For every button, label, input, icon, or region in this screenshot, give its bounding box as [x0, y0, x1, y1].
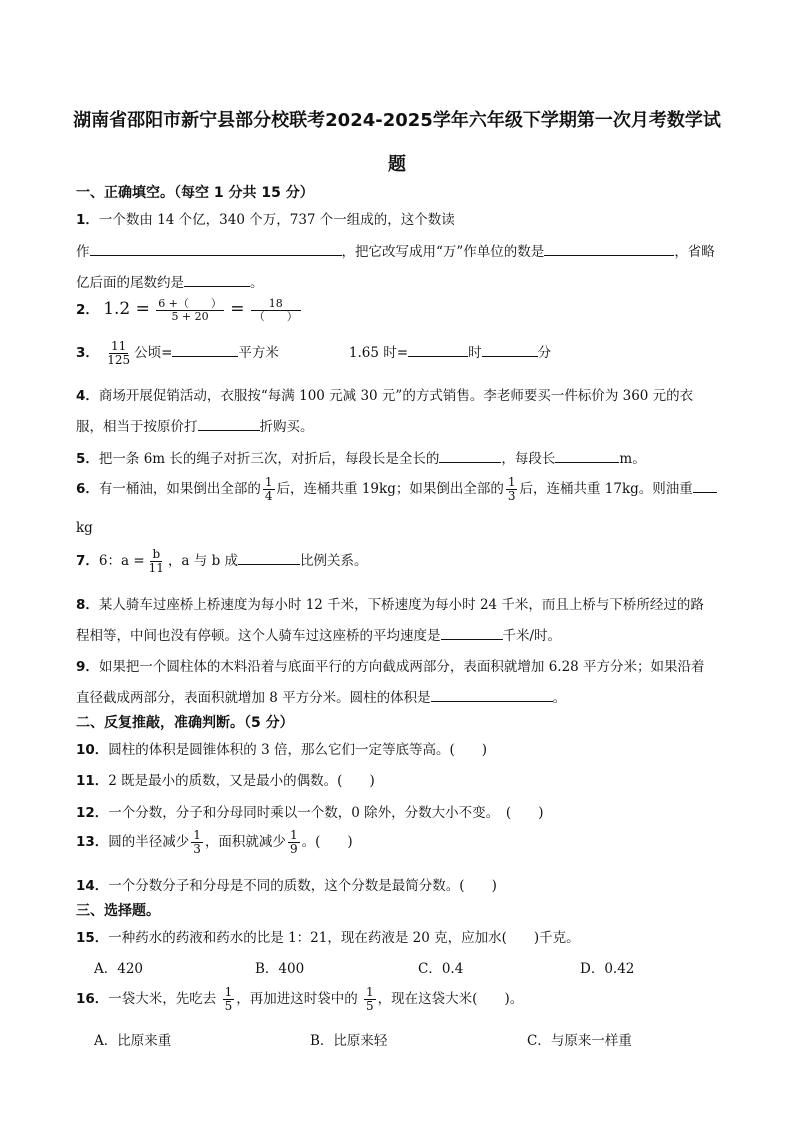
- option-d[interactable]: D．0.42: [580, 961, 635, 977]
- question-number: 15．: [76, 930, 109, 946]
- numerator: 1: [264, 475, 273, 489]
- answer-blank[interactable]: [544, 241, 674, 256]
- text-fragment: 。: [552, 690, 567, 706]
- question-1: [76, 208, 455, 228]
- text-fragment: 一袋大米，先吃去: [108, 991, 217, 1008]
- fraction: [288, 829, 300, 856]
- exam-title-continued: 题: [388, 154, 406, 175]
- denominator: 125: [107, 353, 131, 368]
- question-number: 5．: [76, 451, 99, 467]
- question-5: [76, 447, 646, 467]
- numerator: 6 +（ ）: [158, 297, 222, 310]
- exam-title: 湖南省邵阳市新宁县部分校联考2024-2025学年六年级下学期第一次月考数学试: [73, 110, 721, 131]
- text-fragment: ，现在这袋大米( )。: [377, 991, 524, 1008]
- option-b[interactable]: B．比原来轻: [310, 1033, 388, 1049]
- question-10: [76, 738, 487, 758]
- question-number: 12．: [76, 805, 109, 821]
- text-fragment: 分: [537, 345, 552, 362]
- text-fragment: ，把它改写成用“万”作单位的数是: [341, 244, 545, 260]
- text-fragment: 6：a =: [98, 553, 145, 570]
- answer-blank[interactable]: [90, 241, 342, 256]
- section-3-heading: 三、选择题。: [76, 903, 160, 919]
- question-number: 1．: [76, 212, 99, 228]
- question-text: 如果把一个圆柱体的木料沿着与底面平行的方向截成两部分，表面积就增加 6.28 平方分米；如果沿着: [98, 659, 705, 675]
- question-text: 一个分数，分子和分母同时乘以一个数，0 除外，分数大小不变。 ( ): [108, 805, 544, 821]
- question-number: 6．: [76, 481, 99, 498]
- answer-blank[interactable]: [482, 342, 538, 357]
- fraction: [105, 340, 132, 367]
- text-fragment: m。: [619, 451, 646, 467]
- answer-blank[interactable]: [184, 272, 250, 287]
- text-fragment: 千米/时。: [502, 628, 562, 644]
- question-number: 8．: [76, 597, 99, 613]
- answer-blank[interactable]: [172, 342, 238, 357]
- option-a[interactable]: A．比原来重: [94, 1033, 172, 1049]
- answer-blank[interactable]: [198, 416, 260, 431]
- fraction: [364, 986, 376, 1013]
- question-number: 13．: [76, 834, 109, 851]
- question-text: 一个数由 14 个亿，340 个万，737 个一组成的，这个数读: [98, 212, 455, 228]
- numerator: 11: [111, 339, 127, 353]
- denominator: 5: [366, 999, 374, 1014]
- text-fragment: kg: [76, 520, 93, 536]
- numerator: 1: [224, 985, 233, 999]
- question-number: 16．: [76, 991, 109, 1008]
- question-12: [76, 801, 543, 821]
- numerator: 1: [507, 475, 516, 489]
- fraction: [147, 548, 166, 575]
- text-fragment: 圆的半径减少: [108, 834, 190, 851]
- question-text: 圆柱的体积是圆锥体积的 3 倍，那么它们一定等底等高。( ): [108, 742, 488, 758]
- fraction: [223, 986, 235, 1013]
- numerator: 1: [193, 828, 201, 842]
- denominator: 3: [507, 489, 516, 504]
- answer-blank[interactable]: [555, 448, 619, 463]
- question-8: [76, 593, 704, 613]
- question-text: 商场开展促销活动，衣服按“每满 100 元减 30 元”的方式销售。李老师要买一件标价为 360 元的衣: [98, 388, 694, 404]
- equation-lhs: 1.2 =: [103, 299, 150, 320]
- option-a[interactable]: A．420: [94, 961, 144, 977]
- text-fragment: ，每段长: [501, 451, 556, 467]
- option-c[interactable]: C．与原来一样重: [527, 1033, 632, 1049]
- question-6-line2: [76, 520, 93, 536]
- question-9-line2: [76, 686, 566, 706]
- answer-blank[interactable]: [238, 550, 300, 565]
- fraction: [506, 476, 518, 503]
- denominator: 5 + 20: [171, 310, 209, 324]
- text-fragment: ，再加进这时袋中的: [236, 991, 358, 1008]
- question-13: [76, 829, 353, 856]
- question-text: 2 既是最小的质数，又是最小的偶数。( ): [108, 773, 375, 789]
- question-number: 4．: [76, 388, 99, 404]
- numerator: b: [152, 547, 161, 561]
- answer-blank[interactable]: [408, 342, 468, 357]
- question-1-line2: [76, 240, 715, 260]
- denominator: 11: [148, 561, 164, 576]
- text-fragment: 。( ): [301, 834, 353, 851]
- denominator: 4: [264, 489, 273, 504]
- text-fragment: 平方米: [238, 345, 279, 362]
- numerator: 1: [289, 828, 298, 842]
- text-fragment: 时: [468, 345, 482, 362]
- fraction: [251, 298, 301, 323]
- numerator: 18: [251, 298, 301, 311]
- answer-blank[interactable]: [441, 625, 503, 640]
- question-1-line3: [76, 271, 264, 291]
- fraction: [263, 476, 275, 503]
- question-number: 10．: [76, 742, 109, 758]
- question-7: [76, 548, 368, 575]
- text-fragment: ，省略: [674, 244, 715, 260]
- question-number: 9．: [76, 659, 99, 675]
- question-number: 7．: [76, 553, 99, 570]
- option-c[interactable]: C．0.4: [418, 961, 464, 977]
- question-3: [76, 340, 551, 367]
- question-8-line2: [76, 624, 561, 644]
- option-b[interactable]: B．400: [255, 961, 305, 977]
- text-fragment: 有一桶油，如果倒出全部的: [98, 481, 261, 498]
- text-fragment: ，a 与 b 成: [167, 553, 239, 570]
- equals-sign: =: [230, 299, 245, 320]
- denominator: （ ）: [253, 310, 298, 324]
- question-15: [76, 926, 580, 946]
- question-6: [76, 476, 717, 503]
- question-number: 2．: [76, 302, 99, 319]
- question-2: [76, 298, 303, 323]
- text-fragment: 作: [76, 244, 90, 260]
- question-number: 14．: [76, 878, 109, 894]
- text-fragment: 。: [250, 275, 264, 291]
- text-fragment: 直径截成两部分，表面积就增加 8 平方分米。圆柱的体积是: [76, 690, 431, 706]
- answer-blank[interactable]: [431, 687, 553, 702]
- question-text: 一个分数分子和分母是不同的质数，这个分数是最简分数。( ): [108, 878, 497, 894]
- question-text: 某人骑车过座桥上桥速度为每小时 12 千米，下桥速度为每小时 24 千米，而且上桥与下桥所经过的路: [98, 597, 704, 613]
- question-text: 一种药水的药液和药水的比是 1：21，现在药液是 20 克，应加水( )千克。: [108, 930, 580, 946]
- text-fragment: 1.65 时=: [348, 345, 409, 362]
- section-1-heading: 一、正确填空。（每空 1 分共 15 分）: [76, 185, 314, 201]
- question-4: [76, 384, 693, 404]
- text-fragment: 后，连桶共重 17kg。则油重: [519, 481, 693, 498]
- section-2-heading: 二、反复推敲，准确判断。（5 分）: [76, 715, 294, 731]
- numerator: 1: [366, 985, 374, 999]
- text-fragment: 程相等，中间也没有停顿。这个人骑车过这座桥的平均速度是: [76, 628, 441, 644]
- denominator: 9: [289, 842, 298, 857]
- text-fragment: 把一条 6m 长的绳子对折三次，对折后，每段长是全长的: [98, 451, 440, 467]
- question-14: [76, 874, 497, 894]
- question-9: [76, 655, 705, 675]
- question-number: 11．: [76, 773, 109, 789]
- text-fragment: 服，相当于按原价打: [76, 419, 198, 435]
- text-fragment: 亿后面的尾数约是: [76, 275, 184, 291]
- text-fragment: 公顷=: [134, 345, 173, 362]
- text-fragment: 比例关系。: [300, 553, 368, 570]
- question-11: [76, 769, 375, 789]
- fraction: [156, 298, 224, 323]
- fraction: [191, 829, 203, 856]
- text-fragment: 后，连桶共重 19kg；如果倒出全部的: [276, 481, 504, 498]
- answer-blank[interactable]: [693, 478, 717, 493]
- denominator: 5: [224, 999, 233, 1014]
- text-fragment: 折购买。: [259, 419, 314, 435]
- denominator: 3: [193, 842, 201, 857]
- text-fragment: ，面积就减少: [204, 834, 286, 851]
- question-16: [76, 986, 523, 1013]
- answer-blank[interactable]: [439, 448, 501, 463]
- question-4-line2: [76, 415, 314, 435]
- question-number: 3．: [76, 345, 99, 362]
